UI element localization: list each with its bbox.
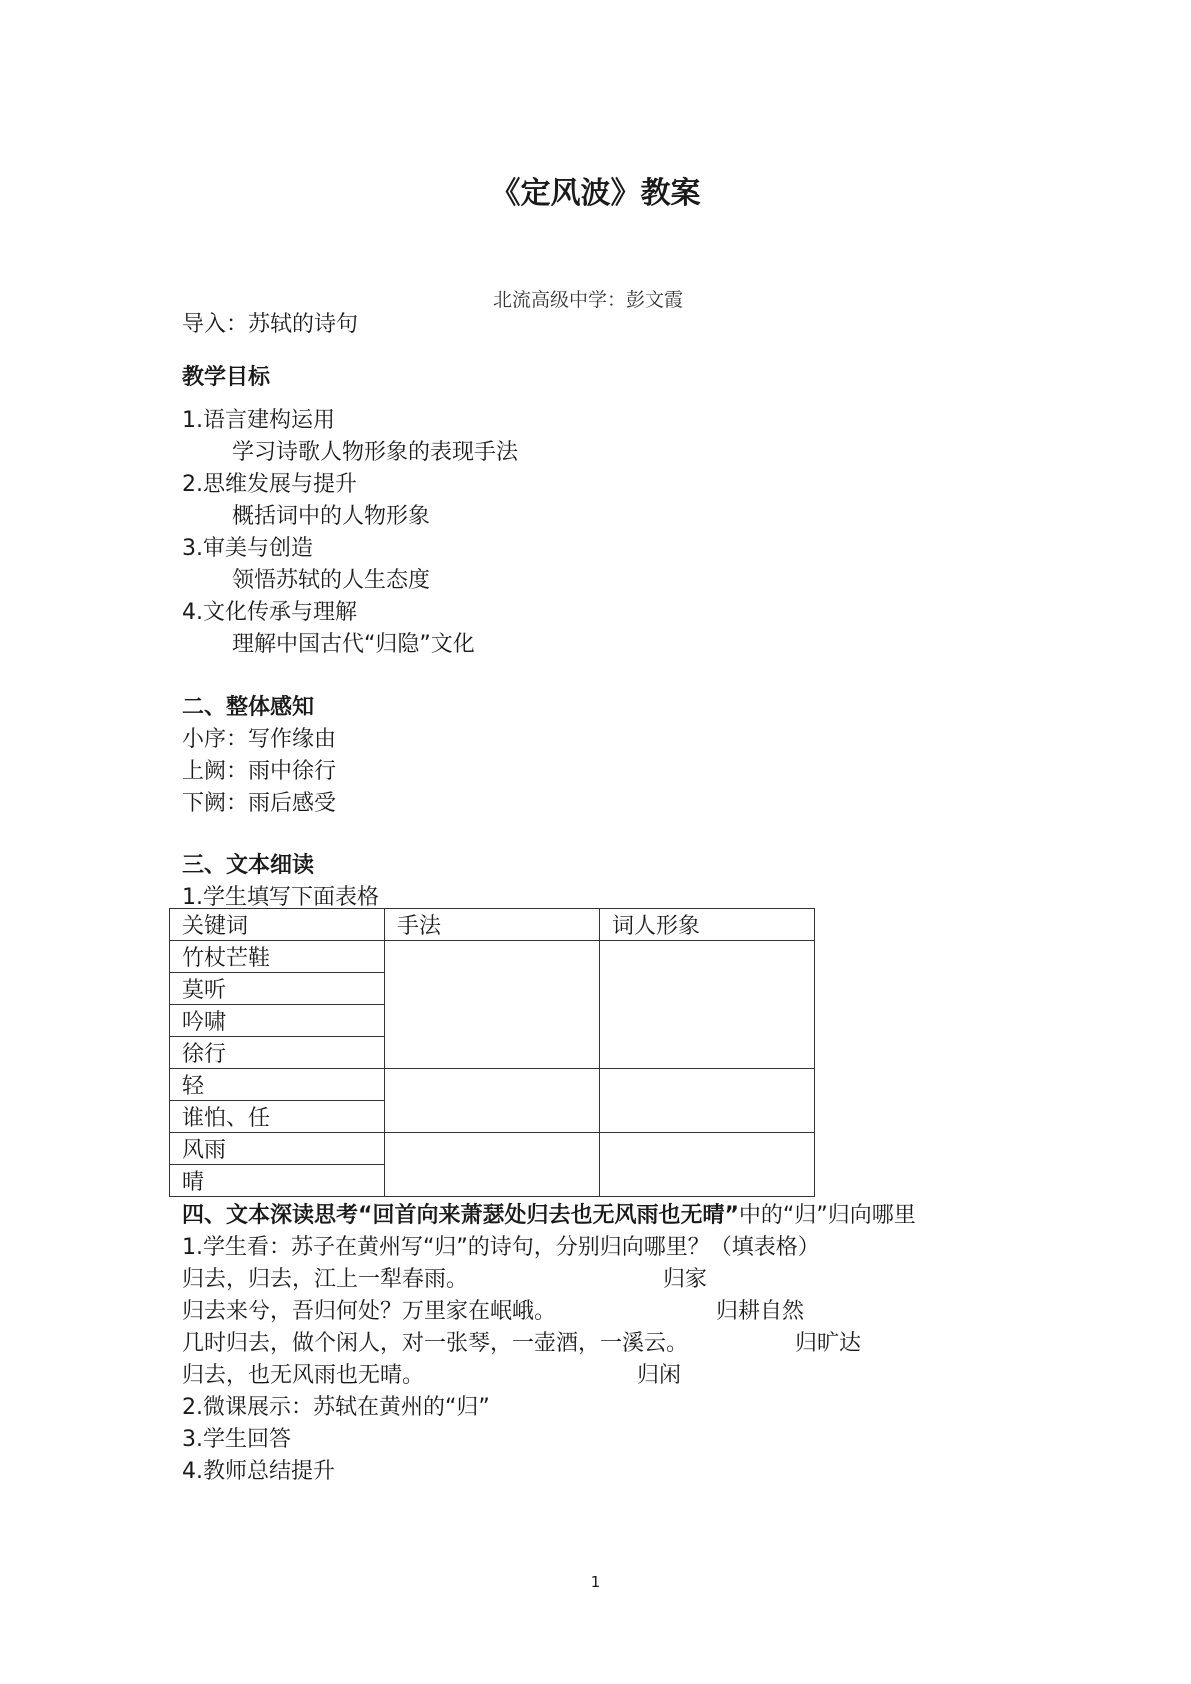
poem-answer: 归闲 [637,1363,682,1388]
deep-reading-heading-bold: 四、文本深读思考“回首向来萧瑟处归去也无风雨也无晴” [182,1203,739,1228]
technique-cell[interactable] [385,941,600,1069]
step-line: 2.微课展示：苏轼在黄州的“归” [182,1395,490,1420]
poem-line: 几时归去，做个闲人，对一张琴，一壶酒，一溪云。 [182,1331,689,1356]
keyword-cell: 谁怕、任 [170,1101,385,1133]
goal-desc: 理解中国古代“归隐”文化 [232,632,475,657]
step-line: 3.学生回答 [182,1427,291,1452]
table-row [170,1133,815,1165]
section-heading-deep-reading [182,1200,916,1232]
poem-answer: 归家 [663,1267,708,1292]
intro-line: 导入：苏轼的诗句 [182,312,359,337]
poem-answer: 归旷达 [795,1331,862,1356]
fill-in-table [169,908,815,1197]
table-header: 词人形象 [600,909,815,941]
goal-desc: 学习诗歌人物形象的表现手法 [232,440,519,465]
section-heading-goals: 教学目标 [182,365,271,390]
keyword-cell: 晴 [170,1165,385,1197]
poem-answer: 归耕自然 [716,1299,805,1324]
goal-desc: 领悟苏轼的人生态度 [232,568,431,593]
goal-label: 2.思维发展与提升 [182,472,357,497]
page-title: 《定风波》教案 [490,176,701,211]
section-heading-close-reading: 三、文本细读 [182,853,315,878]
table-header: 手法 [385,909,600,941]
table-row [170,941,815,973]
keyword-cell: 吟啸 [170,1005,385,1037]
table-header: 关键词 [170,909,385,941]
page-number: 1 [590,1573,601,1591]
technique-cell[interactable] [385,1069,600,1133]
goal-label: 3.审美与创造 [182,536,313,561]
table-row [170,1069,815,1101]
goal-label: 1.语言建构运用 [182,408,335,433]
image-cell[interactable] [600,1133,815,1197]
keyword-cell: 徐行 [170,1037,385,1069]
keyword-cell: 轻 [170,1069,385,1101]
keyword-cell: 风雨 [170,1133,385,1165]
image-cell[interactable] [600,941,815,1069]
author-line: 北流高级中学：彭文霞 [493,289,684,311]
table-task: 1.学生填写下面表格 [182,885,379,910]
overview-item: 下阙：雨后感受 [182,791,337,816]
poem-line: 归去来兮，吾归何处？万里家在岷峨。 [182,1299,557,1324]
table-header-row [170,909,815,941]
keyword-cell: 莫听 [170,973,385,1005]
technique-cell[interactable] [385,1133,600,1197]
poem-line: 归去，归去，江上一犁春雨。 [182,1267,469,1292]
deep-reading-task: 1.学生看：苏子在黄州写“归”的诗句，分别归向哪里？（填表格） [182,1235,820,1260]
image-cell[interactable] [600,1069,815,1133]
keyword-cell: 竹杖芒鞋 [170,941,385,973]
poem-line: 归去，也无风雨也无晴。 [182,1363,425,1388]
section-heading-overview: 二、整体感知 [182,695,315,720]
goal-desc: 概括词中的人物形象 [232,504,431,529]
overview-item: 小序：写作缘由 [182,727,337,752]
step-line: 4.教师总结提升 [182,1459,335,1484]
deep-reading-heading-rest: 中的“归”归向哪里 [738,1203,916,1228]
overview-item: 上阙：雨中徐行 [182,759,337,784]
goal-label: 4.文化传承与理解 [182,600,357,625]
